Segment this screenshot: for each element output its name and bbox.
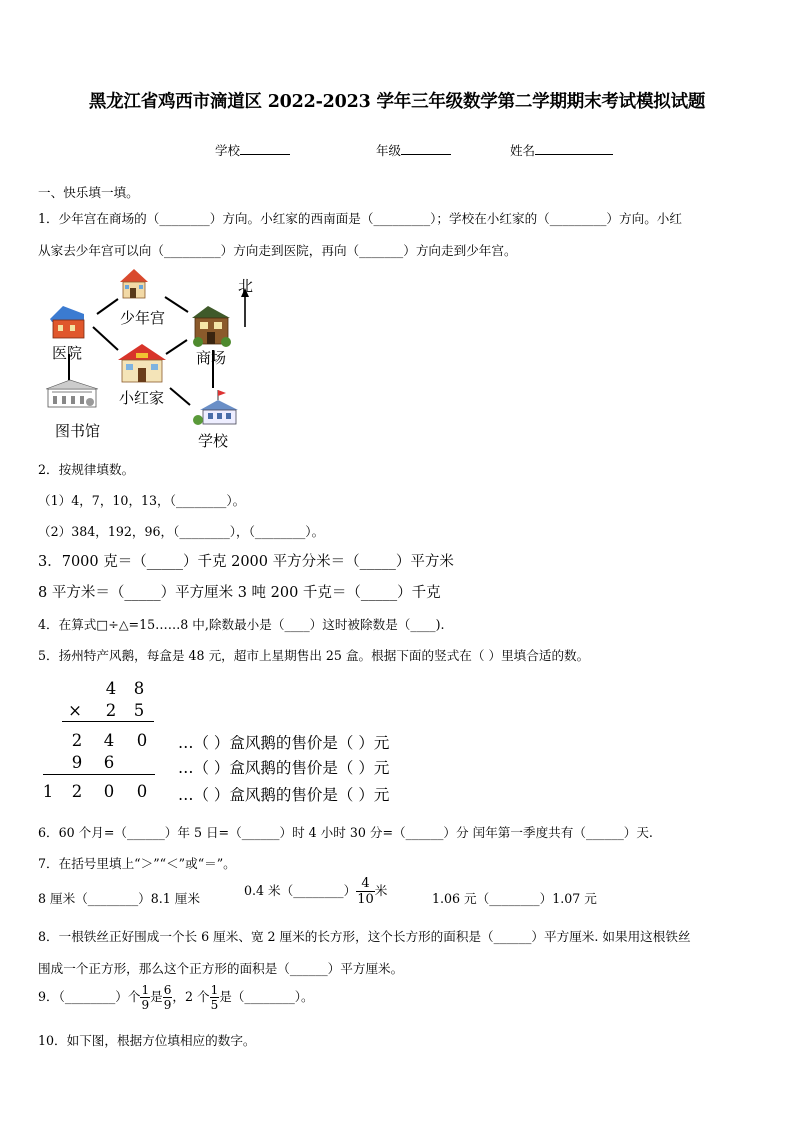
digit: 2 (105, 701, 117, 720)
fraction-numerator: 1 (141, 983, 150, 997)
digit: 1 (42, 782, 54, 801)
q9-part4: 是（________）。 (219, 989, 314, 1004)
grade-label: 年级 (376, 143, 402, 158)
digit: 6 (103, 753, 115, 772)
q9-part3: ，2 个 (172, 989, 210, 1004)
library-label: 图书馆 (55, 422, 101, 440)
q9-part2: 是 (150, 989, 163, 1004)
school-field (215, 141, 290, 159)
school-label-map: 学校 (198, 432, 229, 450)
vertical-multiplication (38, 676, 178, 806)
mall-label: 商场 (196, 349, 227, 367)
name-label: 姓名 (510, 143, 536, 158)
fraction-denominator: 9 (141, 998, 150, 1012)
multiply-sign: × (68, 701, 82, 720)
question-7-a: 8 厘米（________）8.1 厘米 (38, 891, 200, 906)
fraction (163, 984, 173, 1011)
fraction (140, 984, 150, 1011)
question-2-part2: （2）384，192，96，（________），（________）。 (38, 524, 325, 539)
digit: 4 (103, 731, 115, 750)
section-heading: 一、快乐填一填。 (38, 185, 139, 200)
youth-palace-icon (120, 269, 148, 298)
xiaohong-home-label: 小红家 (119, 389, 165, 407)
fraction-denominator: 9 (163, 998, 172, 1012)
q7b-text: 0.4 米（________） (244, 883, 357, 898)
name-field (510, 141, 613, 159)
question-4: 4．在算式□÷△=15……8 中,除数最小是（____）这时被除数是（____). (38, 617, 445, 632)
digit: 9 (71, 753, 83, 772)
question-8-line2: 围成一个正方形，那么这个正方形的面积是（______）平方厘米。 (38, 961, 404, 976)
youth-palace-label: 少年宫 (120, 309, 166, 327)
north-label: 北 (238, 277, 254, 295)
digit: 2 (71, 782, 83, 801)
hospital-label: 医院 (52, 344, 83, 362)
digit: 5 (133, 701, 145, 720)
fraction-denominator: 5 (210, 998, 219, 1012)
question-7-b (244, 877, 387, 906)
q5-explain-2: …（ ）盒风鹅的售价是（ ）元 (178, 759, 390, 777)
question-5-text: 5．扬州特产风鹅，每盒是 48 元，超市上星期售出 25 盒。根据下面的竖式在（ ）里填合适的数。 (38, 648, 590, 663)
grade-field (376, 141, 451, 159)
digit: 0 (136, 731, 148, 750)
exam-title: 黑龙江省鸡西市滴道区 2022-2023 学年三年级数学第二学期期末考试模拟试题 (88, 92, 706, 112)
question-7-title: 7．在括号里填上“＞”“＜”或“＝”。 (38, 856, 236, 871)
mall-icon (192, 306, 231, 347)
fraction-numerator: 4 (356, 877, 375, 892)
fraction-numerator: 1 (210, 983, 219, 997)
q5-explain-1: …（ ）盒风鹅的售价是（ ）元 (178, 734, 390, 752)
question-2-title: 2．按规律填数。 (38, 462, 135, 477)
question-2-part1: （1）4，7，10，13，（________）。 (38, 493, 246, 508)
school-label: 学校 (215, 143, 241, 158)
question-1-line2: 从家去少年宫可以向（_________）方向走到医院，再向（_______）方向走到少年宫。 (38, 243, 517, 258)
question-3-line2: 8 平方米＝（_____）平方厘米 3 吨 200 千克＝（_____）千克 (38, 585, 441, 601)
question-3-line1: 3．7000 克＝（_____）千克 2000 平方分米＝（_____）平方米 (38, 554, 454, 570)
fraction (210, 984, 220, 1011)
digit: 4 (105, 679, 117, 698)
digit: 8 (133, 679, 145, 698)
digit: 0 (103, 782, 115, 801)
fraction-numerator: 6 (163, 983, 172, 997)
rule-line (43, 774, 155, 775)
q7b-unit: 米 (374, 883, 388, 898)
digit: 2 (71, 731, 83, 750)
digit: 0 (136, 782, 148, 801)
question-6: 6．60 个月=（______）年 5 日=（______）时 4 小时 30 分=（______）分 闰年第一季度共有（______）天. (38, 825, 653, 840)
q9-part1: 9．（________）个 (38, 989, 141, 1004)
q5-explain-3: …（ ）盒风鹅的售价是（ ）元 (178, 786, 390, 804)
hospital-icon (50, 306, 84, 338)
question-10: 10．如下图，根据方位填相应的数字。 (38, 1033, 256, 1048)
fraction (356, 877, 375, 906)
fraction-denominator: 10 (357, 892, 374, 907)
question-9 (38, 984, 314, 1011)
rule-line (62, 721, 154, 722)
school-icon (193, 390, 238, 425)
direction-map (40, 262, 270, 452)
question-1-line1: 1．少年宫在商场的（________）方向。小红家的西南面是（_________）；学校在小红家的（_________）方向。小红 (38, 211, 682, 226)
xiaohong-home-icon (118, 344, 166, 382)
question-8-line1: 8．一根铁丝正好围成一个长 6 厘米、宽 2 厘米的长方形，这个长方形的面积是（______）平方厘米. 如果用这根铁丝 (38, 929, 691, 944)
library-icon (46, 380, 98, 407)
question-7-c: 1.06 元（________）1.07 元 (432, 891, 597, 906)
